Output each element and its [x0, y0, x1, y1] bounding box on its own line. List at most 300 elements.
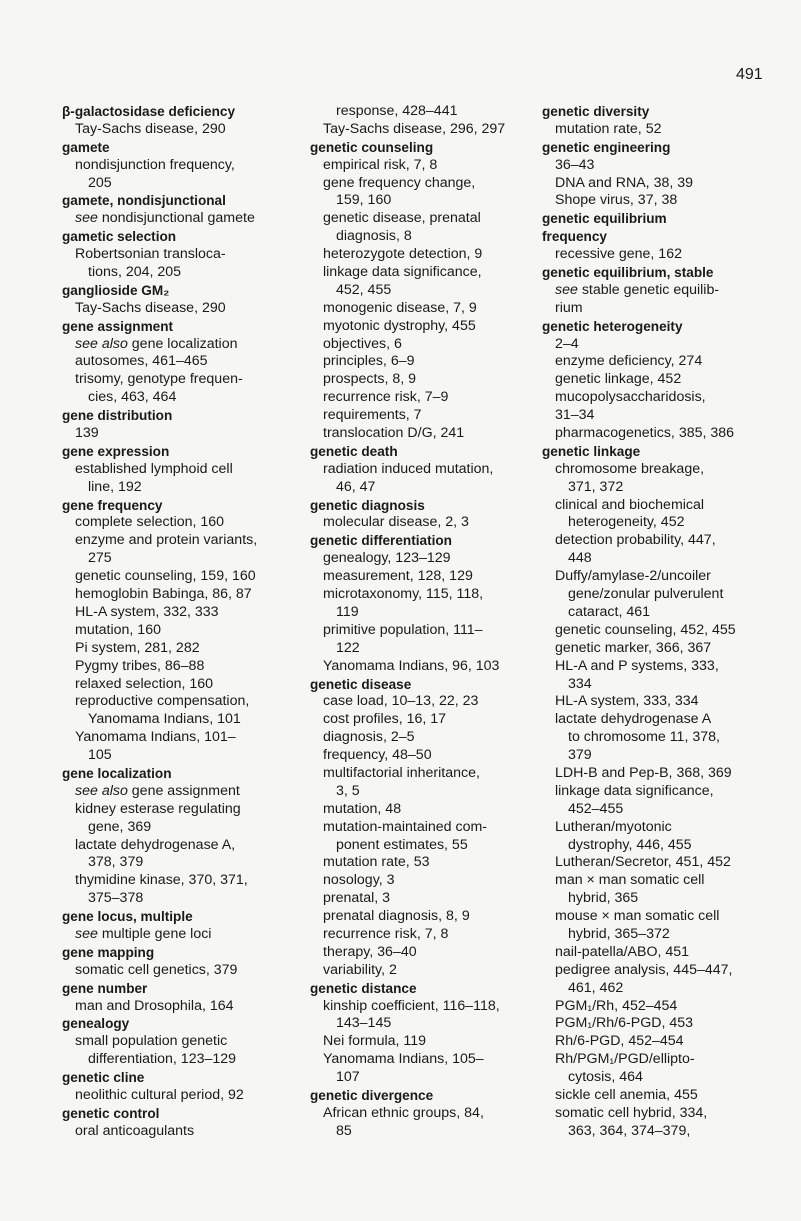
index-entry-text: 275: [88, 550, 112, 567]
index-entry-text: therapy, 36–40: [323, 943, 417, 960]
index-subentry: [542, 676, 797, 694]
index-subentry: [62, 568, 312, 586]
cross-reference-prefix: see also: [75, 782, 128, 799]
index-subentry: [542, 586, 797, 604]
index-entry-text: 119: [336, 603, 359, 620]
index-subentry: [62, 783, 312, 801]
index-subentry: [542, 1033, 797, 1051]
index-subentry: [542, 550, 797, 568]
index-subentry: [62, 210, 312, 228]
index-entry-text: hybrid, 365–372: [568, 925, 670, 942]
index-entry-text: recurrence risk, 7–9: [323, 389, 449, 406]
index-subentry: [542, 908, 797, 926]
index-entry-text: somatic cell genetics, 379: [75, 961, 238, 978]
index-entry-text: linkage data significance,: [555, 782, 714, 799]
index-entry-text: 107: [336, 1069, 360, 1086]
index-entry-text: genetic disease, prenatal: [323, 210, 481, 227]
index-entry-text: mouse × man somatic cell: [555, 908, 720, 925]
index-heading: [62, 980, 312, 998]
index-entry-text: 334: [568, 675, 592, 692]
index-subentry: [542, 425, 797, 443]
index-subentry: [310, 944, 545, 962]
index-subentry: [62, 157, 312, 175]
index-subentry: [310, 658, 545, 676]
index-subentry: [542, 1051, 797, 1069]
index-heading: [62, 282, 312, 300]
index-subentry: [310, 622, 545, 640]
index-entry-text: empirical risk, 7, 8: [323, 156, 438, 173]
index-entry-text: frequency, 48–50: [323, 747, 432, 764]
index-entry-text: genetic diversity: [542, 104, 650, 119]
index-subentry: [310, 801, 545, 819]
index-heading: [62, 103, 312, 121]
index-subentry: [310, 157, 545, 175]
index-heading: [62, 497, 312, 515]
index-subentry: [310, 192, 545, 210]
index-entry-text: molecular disease, 2, 3: [323, 514, 469, 531]
index-entry-text: Robertsonian transloca-: [75, 246, 226, 263]
index-subentry: [62, 998, 312, 1016]
index-subentry: [62, 300, 312, 318]
index-subentry: [310, 318, 545, 336]
index-subentry: [62, 514, 312, 532]
index-entry-text: Rh/6-PGD, 452–454: [555, 1033, 684, 1050]
index-subentry: [310, 228, 545, 246]
index-subentry: [62, 693, 312, 711]
index-entry-text: HL-A system, 333, 334: [555, 693, 699, 710]
index-entry-text: gene assignment: [131, 782, 240, 799]
index-heading: [542, 210, 797, 228]
index-subentry: [542, 604, 797, 622]
index-entry-text: genetic engineering: [542, 139, 671, 155]
index-entry-text: cytosis, 464: [568, 1069, 643, 1086]
index-entry-text: HL-A and P systems, 333,: [555, 657, 719, 674]
index-entry-text: line, 192: [88, 478, 142, 495]
index-subentry: [62, 962, 312, 980]
index-subentry: [62, 586, 312, 604]
index-entry-text: 159, 160: [336, 192, 392, 209]
index-entry-text: kinship coefficient, 116–118,: [323, 997, 500, 1014]
index-subentry: [542, 282, 797, 300]
index-entry-text: hemoglobin Babinga, 86, 87: [75, 586, 252, 603]
index-entry-text: genealogy, 123–129: [323, 550, 451, 567]
index-entry-text: Tay-Sachs disease, 296, 297: [323, 120, 506, 137]
index-subentry: [542, 461, 797, 479]
index-entry-text: African ethnic groups, 84,: [323, 1104, 484, 1121]
index-entry-text: oral anticoagulants: [75, 1122, 195, 1139]
index-entry-text: gametic selection: [62, 229, 177, 245]
index-subentry: [62, 1123, 312, 1141]
index-entry-text: differentiation, 123–129: [88, 1051, 237, 1068]
index-entry-text: gene localization: [131, 335, 238, 352]
index-entry-text: mutation rate, 52: [555, 120, 662, 137]
index-subentry: [310, 1051, 545, 1069]
index-entry-text: myotonic dystrophy, 455: [323, 317, 476, 334]
index-entry-text: mutation, 160: [75, 621, 161, 638]
index-entry-text: autosomes, 461–465: [75, 353, 208, 370]
index-entry-text: stable genetic equilib-: [581, 281, 720, 298]
index-entry-text: tions, 204, 205: [88, 264, 182, 281]
index-entry-text: relaxed selection, 160: [75, 675, 214, 692]
index-entry-text: to chromosome 11, 378,: [568, 729, 720, 746]
index-entry-text: 448: [568, 550, 592, 567]
index-subentry: [310, 425, 545, 443]
index-subentry: [310, 461, 545, 479]
index-subentry: [542, 246, 797, 264]
index-entry-text: neolithic cultural period, 92: [75, 1086, 244, 1103]
index-entry-text: lactate dehydrogenase A,: [75, 836, 236, 853]
index-entry-text: gamete: [62, 139, 110, 155]
index-subentry: [542, 175, 797, 193]
index-entry-text: mutation-maintained com-: [323, 818, 488, 835]
index-entry-text: LDH-B and Pep-B, 368, 369: [555, 764, 732, 781]
index-subentry: [542, 765, 797, 783]
index-entry-text: genetic counseling, 159, 160: [75, 568, 256, 585]
index-entry-text: gene, 369: [88, 818, 152, 835]
index-subentry: [542, 998, 797, 1016]
index-heading: [62, 318, 312, 336]
index-entry-text: genetic death: [310, 443, 398, 459]
index-subentry: [62, 336, 312, 354]
index-subentry: [310, 854, 545, 872]
index-entry-text: DNA and RNA, 38, 39: [555, 174, 694, 191]
index-heading: [62, 192, 312, 210]
index-entry-text: thymidine kinase, 370, 371,: [75, 872, 248, 889]
index-subentry: [310, 747, 545, 765]
index-entry-text: 452–455: [568, 800, 624, 817]
index-subentry: [542, 711, 797, 729]
index-entry-text: β-galactosidase deficiency: [62, 104, 236, 119]
index-subentry: [310, 1033, 545, 1051]
index-subentry: [62, 550, 312, 568]
index-entry-text: Yanomama Indians, 105–: [323, 1051, 484, 1068]
index-subentry: [310, 103, 545, 121]
index-entry-text: genetic heterogeneity: [542, 318, 683, 334]
index-subentry: [542, 157, 797, 175]
index-entry-text: genetic cline: [62, 1070, 145, 1086]
index-subentry: [310, 586, 545, 604]
index-subentry: [542, 872, 797, 890]
index-subentry: [542, 407, 797, 425]
index-entry-text: variability, 2: [323, 961, 397, 978]
index-entry-text: 2–4: [555, 335, 579, 352]
index-entry-text: rium: [555, 299, 583, 316]
index-entry-text: Tay-Sachs disease, 290: [75, 299, 226, 316]
index-entry-text: nondisjunction frequency,: [75, 156, 235, 173]
index-subentry: [310, 336, 545, 354]
index-subentry: [542, 1015, 797, 1033]
index-entry-text: genetic divergence: [310, 1087, 434, 1103]
index-column-2: [310, 103, 545, 1141]
index-entry-text: recurrence risk, 7, 8: [323, 925, 449, 942]
index-subentry: [542, 747, 797, 765]
index-subentry: [310, 604, 545, 622]
index-column-3: [542, 103, 797, 1141]
index-entry-text: linkage data significance,: [323, 264, 482, 281]
index-subentry: [310, 175, 545, 193]
index-subentry: [542, 1105, 797, 1123]
index-entry-text: gene localization: [62, 765, 172, 781]
cross-reference-prefix: see also: [75, 335, 128, 352]
index-entry-text: gene assignment: [62, 318, 174, 334]
index-subentry: [62, 640, 312, 658]
index-entry-text: genetic counseling, 452, 455: [555, 621, 736, 638]
index-entry-text: multiple gene loci: [101, 925, 212, 942]
index-column-1: [62, 103, 312, 1141]
index-entry-text: lactate dehydrogenase A: [555, 711, 712, 728]
index-entry-text: 375–378: [88, 890, 144, 907]
index-entry-text: heterozygote detection, 9: [323, 246, 483, 263]
index-subentry: [62, 264, 312, 282]
index-entry-text: recessive gene, 162: [555, 246, 682, 263]
index-subentry: [62, 246, 312, 264]
index-subentry: [542, 371, 797, 389]
index-subentry: [310, 890, 545, 908]
index-entry-text: nail-patella/ABO, 451: [555, 943, 690, 960]
index-entry-text: 105: [88, 747, 112, 764]
index-subentry: [310, 908, 545, 926]
index-subentry: [310, 962, 545, 980]
index-subentry: [310, 210, 545, 228]
index-entry-text: clinical and biochemical: [555, 496, 705, 513]
index-subentry: [310, 479, 545, 497]
index-entry-text: 139: [75, 425, 99, 442]
index-subentry: [542, 890, 797, 908]
index-subentry: [62, 461, 312, 479]
index-entry-text: gene frequency: [62, 497, 163, 513]
index-entry-text: Yanomama Indians, 96, 103: [323, 657, 500, 674]
index-heading: [62, 139, 312, 157]
index-subentry: [62, 1087, 312, 1105]
index-subentry: [310, 550, 545, 568]
index-entry-text: reproductive compensation,: [75, 693, 250, 710]
index-subentry: [542, 121, 797, 139]
index-subentry: [542, 192, 797, 210]
index-heading: [310, 676, 545, 694]
index-heading: [62, 908, 312, 926]
cross-reference-prefix: see: [75, 210, 98, 227]
index-entry-text: 379: [568, 747, 592, 764]
index-entry-text: Tay-Sachs disease, 290: [75, 120, 226, 137]
index-entry-text: case load, 10–13, 22, 23: [323, 693, 479, 710]
index-subentry: [542, 1123, 797, 1141]
index-entry-text: somatic cell hybrid, 334,: [555, 1104, 708, 1121]
index-subentry: [62, 819, 312, 837]
index-subentry: [310, 837, 545, 855]
index-entry-text: measurement, 128, 129: [323, 568, 473, 585]
index-heading: [310, 980, 545, 998]
index-heading: [542, 228, 797, 246]
index-subentry: [310, 568, 545, 586]
index-entry-text: genetic disease: [310, 676, 412, 692]
index-subentry: [62, 658, 312, 676]
index-entry-text: Duffy/amylase-2/uncoiler: [555, 568, 711, 585]
index-entry-text: PGM₁/Rh, 452–454: [555, 997, 678, 1014]
index-entry-text: frequency: [542, 229, 607, 245]
index-heading: [542, 318, 797, 336]
index-subentry: [310, 872, 545, 890]
index-heading: [310, 1087, 545, 1105]
index-subentry: [310, 282, 545, 300]
index-entry-text: PGM₁/Rh/6-PGD, 453: [555, 1015, 694, 1032]
index-subentry: [542, 622, 797, 640]
index-entry-text: 205: [88, 174, 112, 191]
index-entry-text: genetic diagnosis: [310, 497, 425, 513]
index-entry-text: principles, 6–9: [323, 353, 415, 370]
index-entry-text: mutation rate, 53: [323, 854, 430, 871]
index-entry-text: genetic linkage, 452: [555, 371, 682, 388]
index-entry-text: genetic distance: [310, 980, 417, 996]
index-subentry: [542, 1087, 797, 1105]
index-subentry: [310, 514, 545, 532]
index-subentry: [62, 729, 312, 747]
index-subentry: [62, 175, 312, 193]
index-subentry: [542, 926, 797, 944]
index-subentry: [542, 300, 797, 318]
index-subentry: [310, 264, 545, 282]
index-subentry: [542, 658, 797, 676]
index-heading: [310, 139, 545, 157]
index-entry-text: translocation D/G, 241: [323, 425, 465, 442]
index-subentry: [62, 532, 312, 550]
index-entry-text: 143–145: [336, 1015, 392, 1032]
index-subentry: [62, 425, 312, 443]
index-entry-text: 46, 47: [336, 478, 376, 495]
index-heading: [62, 1069, 312, 1087]
index-entry-text: heterogeneity, 452: [568, 514, 685, 531]
index-subentry: [542, 962, 797, 980]
index-entry-text: 378, 379: [88, 854, 144, 871]
index-subentry: [62, 854, 312, 872]
index-subentry: [542, 532, 797, 550]
index-entry-text: mutation, 48: [323, 800, 402, 817]
index-heading: [62, 1105, 312, 1123]
index-entry-text: enzyme deficiency, 274: [555, 353, 703, 370]
index-subentry: [62, 837, 312, 855]
index-entry-text: nondisjunctional gamete: [101, 210, 255, 227]
index-entry-text: Pygmy tribes, 86–88: [75, 657, 205, 674]
index-heading: [62, 1015, 312, 1033]
index-subentry: [542, 980, 797, 998]
index-entry-text: genealogy: [62, 1016, 130, 1032]
cross-reference-prefix: see: [75, 925, 98, 942]
index-subentry: [542, 693, 797, 711]
index-entry-text: multifactorial inheritance,: [323, 764, 480, 781]
index-entry-text: Nei formula, 119: [323, 1033, 427, 1050]
index-entry-text: requirements, 7: [323, 407, 422, 424]
index-entry-text: 3, 5: [336, 782, 360, 799]
index-entry-text: 31–34: [555, 407, 595, 424]
index-subentry: [62, 353, 312, 371]
index-subentry: [310, 926, 545, 944]
index-subentry: [62, 890, 312, 908]
index-entry-text: man × man somatic cell: [555, 872, 705, 889]
index-subentry: [310, 711, 545, 729]
index-entry-text: gene frequency change,: [323, 174, 476, 191]
index-entry-text: 371, 372: [568, 478, 624, 495]
index-entry-text: gene/zonular pulverulent: [568, 586, 724, 603]
index-subentry: [310, 783, 545, 801]
index-entry-text: prenatal, 3: [323, 890, 391, 907]
index-entry-text: prenatal diagnosis, 8, 9: [323, 908, 470, 925]
index-subentry: [62, 479, 312, 497]
index-entry-text: monogenic disease, 7, 9: [323, 299, 477, 316]
index-entry-text: prospects, 8, 9: [323, 371, 417, 388]
index-subentry: [310, 300, 545, 318]
index-entry-text: primitive population, 111–: [323, 621, 483, 638]
index-entry-text: kidney esterase regulating: [75, 800, 241, 817]
index-entry-text: response, 428–441: [336, 103, 458, 119]
index-entry-text: chromosome breakage,: [555, 460, 705, 477]
cross-reference-prefix: see: [555, 281, 578, 298]
index-subentry: [542, 944, 797, 962]
index-subentry: [310, 353, 545, 371]
index-heading: [542, 139, 797, 157]
index-subentry: [542, 353, 797, 371]
index-heading: [62, 765, 312, 783]
index-subentry: [542, 568, 797, 586]
index-subentry: [310, 819, 545, 837]
index-entry-text: genetic equilibrium: [542, 211, 667, 227]
index-subentry: [542, 479, 797, 497]
index-entry-text: Yanomama Indians, 101–: [75, 729, 236, 746]
index-entry-text: objectives, 6: [323, 335, 402, 352]
index-subentry: [310, 389, 545, 407]
index-subentry: [62, 604, 312, 622]
index-entry-text: complete selection, 160: [75, 514, 225, 531]
index-entry-text: gene distribution: [62, 408, 173, 424]
index-entry-text: microtaxonomy, 115, 118,: [323, 586, 484, 603]
index-subentry: [542, 514, 797, 532]
index-subentry: [542, 1069, 797, 1087]
index-entry-text: gene number: [62, 980, 148, 996]
index-subentry: [310, 407, 545, 425]
index-subentry: [542, 819, 797, 837]
index-entry-text: cies, 463, 464: [88, 389, 177, 406]
index-heading: [62, 944, 312, 962]
index-entry-text: pharmacogenetics, 385, 386: [555, 425, 735, 442]
index-subentry: [542, 783, 797, 801]
index-entry-text: pedigree analysis, 445–447,: [555, 961, 733, 978]
index-entry-text: hybrid, 365: [568, 890, 639, 907]
index-entry-text: detection probability, 447,: [555, 532, 716, 549]
index-subentry: [542, 640, 797, 658]
index-entry-text: established lymphoid cell: [75, 460, 233, 477]
index-subentry: [62, 872, 312, 890]
index-entry-text: genetic differentiation: [310, 533, 452, 549]
index-subentry: [542, 497, 797, 515]
index-entry-text: gene locus, multiple: [62, 909, 193, 925]
index-entry-text: small population genetic: [75, 1033, 228, 1050]
index-entry-text: genetic marker, 366, 367: [555, 639, 712, 656]
index-entry-text: mucopolysaccharidosis,: [555, 389, 706, 406]
index-heading: [62, 407, 312, 425]
index-subentry: [62, 371, 312, 389]
index-entry-text: gene mapping: [62, 944, 155, 960]
index-subentry: [542, 729, 797, 747]
index-subentry: [62, 622, 312, 640]
index-subentry: [62, 1033, 312, 1051]
index-subentry: [62, 711, 312, 729]
index-subentry: [62, 801, 312, 819]
index-subentry: [62, 1051, 312, 1069]
index-entry-text: ponent estimates, 55: [336, 836, 468, 853]
index-entry-text: gamete, nondisjunctional: [62, 193, 226, 209]
index-heading: [310, 443, 545, 461]
index-subentry: [310, 246, 545, 264]
index-entry-text: dystrophy, 446, 455: [568, 836, 692, 853]
index-entry-text: 461, 462: [568, 979, 624, 996]
